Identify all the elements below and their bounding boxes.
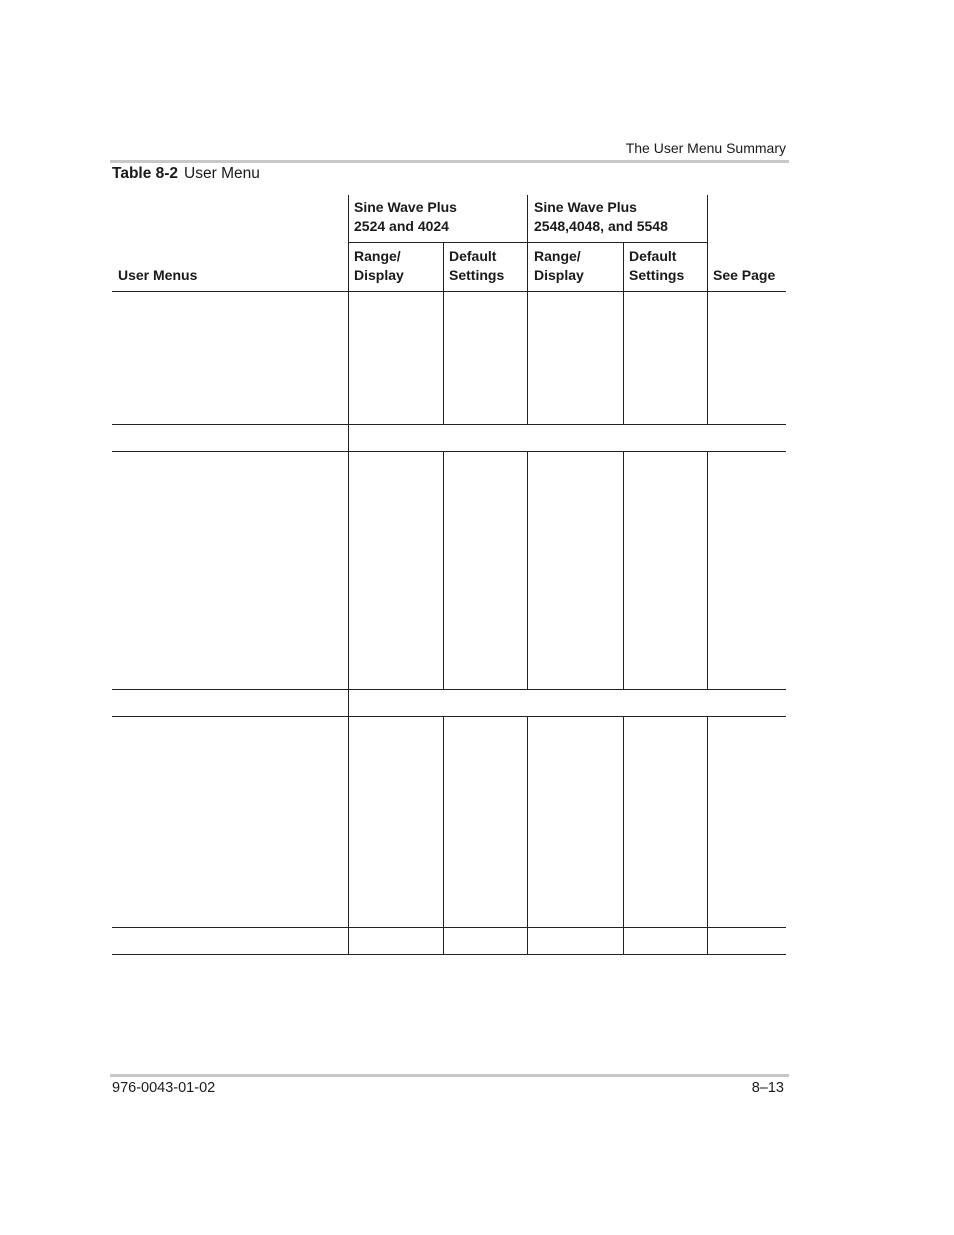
column-rule — [348, 195, 349, 954]
running-header: The User Menu Summary — [625, 140, 786, 156]
column-rule — [623, 291, 624, 425]
column-rule — [443, 242, 444, 292]
column-rule — [443, 291, 444, 425]
column-rule — [623, 451, 624, 690]
column-rule — [707, 291, 708, 425]
col-header-see-page: See Page — [713, 267, 776, 283]
column-rule — [623, 716, 624, 955]
col-header-range-display-1: Range/ Display — [354, 248, 404, 283]
document-number: 976-0043-01-02 — [112, 1080, 216, 1096]
footer-rule — [110, 1074, 789, 1077]
col-header-default-settings-1: Default Settings — [449, 248, 505, 283]
group-header-2524-4024: Sine Wave Plus 2524 and 4024 — [354, 199, 457, 234]
table-caption — [112, 165, 260, 183]
table-number: Table 8-2 — [112, 165, 179, 182]
column-rule — [707, 716, 708, 955]
column-rule — [527, 195, 528, 292]
row-rule — [112, 451, 786, 452]
col-header-default-settings-2: Default Settings — [629, 248, 685, 283]
column-rule — [443, 716, 444, 955]
column-rule — [707, 195, 708, 292]
column-rule — [527, 291, 528, 425]
column-rule — [527, 451, 528, 690]
table-title: User Menu — [184, 165, 260, 182]
column-rule — [623, 242, 624, 292]
column-rule — [707, 451, 708, 690]
col-header-user-menus: User Menus — [118, 267, 198, 283]
page-number: 8–13 — [751, 1080, 784, 1096]
col-header-range-display-2: Range/ Display — [534, 248, 584, 283]
column-rule — [527, 716, 528, 955]
row-rule — [112, 927, 786, 928]
row-rule — [112, 716, 786, 717]
group-header-2548-4048-5548: Sine Wave Plus 2548,4048, and 5548 — [534, 199, 668, 234]
table-bottom-rule — [112, 954, 786, 955]
header-rule — [110, 160, 789, 163]
header-bottom-rule — [112, 291, 786, 292]
column-rule — [443, 451, 444, 690]
row-rule — [112, 689, 786, 690]
row-rule — [112, 424, 786, 425]
